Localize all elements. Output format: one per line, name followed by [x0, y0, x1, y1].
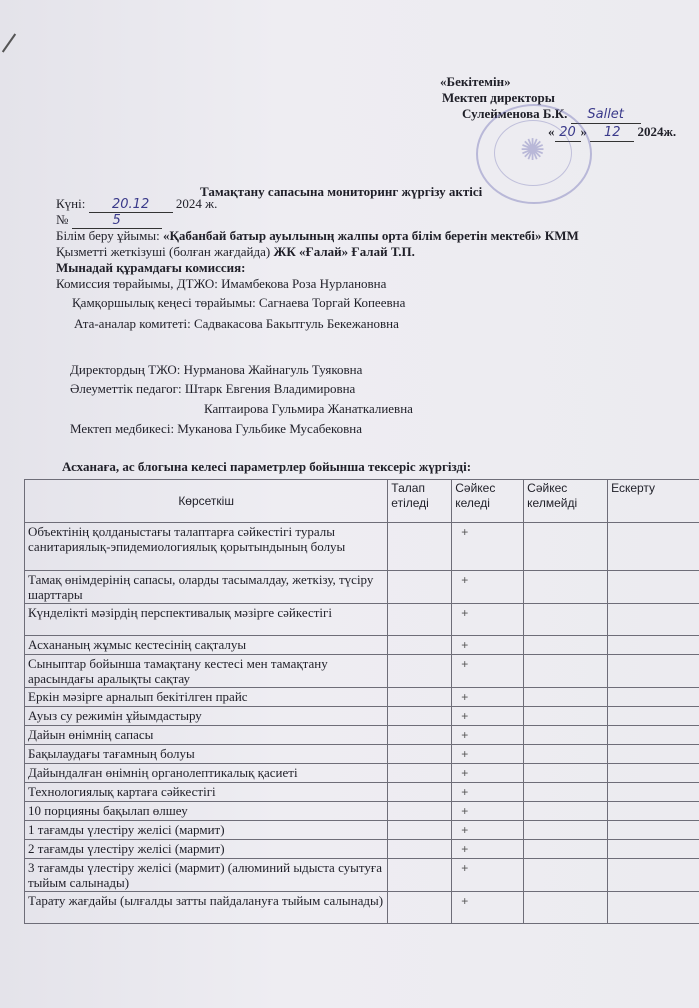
table-row	[25, 821, 699, 840]
plus-mark: +	[461, 709, 469, 723]
row-compliant-mark	[452, 745, 524, 764]
row-indicator: Асхананың жұмыс кестесінің сақталуы	[25, 636, 388, 655]
supplier-value: ЖК «Ғалай» Ғалай Т.П.	[273, 244, 415, 259]
row-compliant-mark	[452, 764, 524, 783]
plus-mark: +	[461, 823, 469, 837]
row-note	[608, 604, 699, 636]
plus-mark: +	[461, 638, 469, 652]
plus-mark: +	[461, 525, 469, 539]
row-noncompliant	[524, 745, 608, 764]
row-noncompliant	[524, 523, 608, 571]
approval-line-1: «Бекітемін»	[440, 74, 511, 89]
row-compliant-mark	[452, 859, 524, 892]
row-noncompliant	[524, 655, 608, 688]
row-compliant-mark	[452, 604, 524, 636]
table-row	[25, 764, 699, 783]
director-signature: Sallet	[571, 107, 641, 124]
row-note	[608, 859, 699, 892]
table-header-row	[25, 480, 699, 523]
approval-date-year: 2024ж.	[637, 124, 677, 139]
seal-emblem-icon: ✺	[520, 134, 546, 167]
row-indicator: Сыныптар бойынша тамақтану кестесі мен тамақтану арасындағы аралықты сақтау	[25, 655, 388, 688]
supplier-line	[56, 244, 415, 259]
row-note	[608, 821, 699, 840]
row-indicator: Дайын өнімнің сапасы	[25, 726, 388, 745]
row-noncompliant	[524, 688, 608, 707]
row-noncompliant	[524, 840, 608, 859]
plus-mark: +	[461, 785, 469, 799]
table-row	[25, 892, 699, 924]
date-line	[56, 196, 217, 213]
social-teacher-2: Каптаирова Гульмира Жанаткалиевна	[204, 401, 413, 416]
row-noncompliant	[524, 892, 608, 924]
row-indicator: 10 порцияны бақылап өлшеу	[25, 802, 388, 821]
row-note	[608, 840, 699, 859]
row-note	[608, 764, 699, 783]
row-indicator: Бақылаудағы тағамның болуы	[25, 745, 388, 764]
row-required	[388, 707, 452, 726]
table-row	[25, 688, 699, 707]
table-row	[25, 636, 699, 655]
row-required	[388, 764, 452, 783]
col-required: Талап етіледі	[388, 480, 452, 523]
number-value: 5	[72, 213, 162, 229]
row-required	[388, 745, 452, 764]
table-row	[25, 523, 699, 571]
row-required	[388, 892, 452, 924]
row-compliant-mark	[452, 821, 524, 840]
row-noncompliant	[524, 802, 608, 821]
seal-stamp	[476, 104, 592, 204]
pen-mark	[2, 33, 16, 52]
row-indicator: Тарату жағдайы (ылғалды затты пайдалануға тыйым салынады)	[25, 892, 388, 924]
approval-date-month: 12	[590, 125, 634, 142]
approval-line-2: Мектеп директоры	[442, 90, 555, 105]
row-indicator: Күнделікті мәзірдің перспективалық мәзірге сәйкестігі	[25, 604, 388, 636]
board-chair: Қамқоршылық кеңесі төрайымы: Сагнаева Торгай Копеевна	[72, 295, 406, 310]
table-row	[25, 783, 699, 802]
deputy-director: Директордың ТЖО: Нурманова Жайнагуль Туяковна	[70, 362, 363, 377]
number-label: №	[56, 212, 69, 227]
row-noncompliant	[524, 707, 608, 726]
row-note	[608, 707, 699, 726]
plus-mark: +	[461, 842, 469, 856]
row-noncompliant	[524, 783, 608, 802]
organization-line	[56, 228, 579, 243]
row-note	[608, 571, 699, 604]
row-required	[388, 688, 452, 707]
director-name: Сулейменова Б.К.	[462, 106, 568, 121]
table-row	[25, 840, 699, 859]
table-row	[25, 802, 699, 821]
row-note	[608, 726, 699, 745]
row-required	[388, 821, 452, 840]
commission-heading: Мынадай құрамдағы комиссия:	[56, 260, 246, 275]
row-note	[608, 783, 699, 802]
row-indicator: Тамақ өнімдерінің сапасы, оларды тасымалдау, жеткізу, түсіру шарттары	[25, 571, 388, 604]
row-required	[388, 802, 452, 821]
row-indicator: Еркін мәзірге арналып бекітілген прайс	[25, 688, 388, 707]
table-row	[25, 707, 699, 726]
row-note	[608, 802, 699, 821]
row-note	[608, 745, 699, 764]
row-indicator: 1 тағамды үлестіру желісі (мармит)	[25, 821, 388, 840]
plus-mark: +	[461, 766, 469, 780]
row-note	[608, 688, 699, 707]
row-compliant-mark	[452, 802, 524, 821]
row-required	[388, 726, 452, 745]
row-required	[388, 571, 452, 604]
row-required	[388, 604, 452, 636]
row-compliant-mark	[452, 636, 524, 655]
row-note	[608, 523, 699, 571]
row-noncompliant	[524, 571, 608, 604]
parent-committee: Ата-аналар комитеті: Садвакасова Бакытгуль Бекежановна	[74, 316, 399, 331]
row-note	[608, 892, 699, 924]
inspection-table	[24, 479, 699, 924]
supplier-label: Қызметті жеткізуші (болған жағдайда)	[56, 244, 271, 259]
date-value: 20.12	[89, 197, 173, 213]
check-heading: Асханаға, ас блогына келесі параметрлер бойынша тексеріс жүргізді:	[62, 459, 472, 474]
plus-mark: +	[461, 747, 469, 761]
col-compliant: Сәйкес келеді	[452, 480, 524, 523]
approval-date-day: 20	[555, 125, 581, 142]
row-noncompliant	[524, 604, 608, 636]
table-row	[25, 604, 699, 636]
social-teacher-1: Әлеуметтік педагог: Штарк Евгения Владимировна	[70, 381, 356, 396]
row-indicator: Технологиялық картаға сәйкестігі	[25, 783, 388, 802]
col-indicator: Көрсеткіш	[25, 480, 388, 523]
row-compliant-mark	[452, 783, 524, 802]
row-compliant-mark	[452, 688, 524, 707]
plus-mark: +	[461, 573, 469, 587]
row-note	[608, 655, 699, 688]
row-compliant-mark	[452, 523, 524, 571]
organization-label: Білім беру ұйымы:	[56, 228, 160, 243]
plus-mark: +	[461, 861, 469, 875]
row-noncompliant	[524, 764, 608, 783]
date-label: Күні:	[56, 196, 86, 211]
row-compliant-mark	[452, 571, 524, 604]
col-noncompliant: Сәйкес келмейді	[524, 480, 608, 523]
row-compliant-mark	[452, 726, 524, 745]
row-noncompliant	[524, 636, 608, 655]
row-noncompliant	[524, 726, 608, 745]
row-compliant-mark	[452, 892, 524, 924]
table-row	[25, 655, 699, 688]
row-noncompliant	[524, 821, 608, 840]
plus-mark: +	[461, 657, 469, 671]
plus-mark: +	[461, 804, 469, 818]
commission-chair: Комиссия төрайымы, ДТЖО: Имамбекова Роза Нурлановна	[56, 276, 387, 291]
approval-date: « 20 » 12 2024ж.	[548, 124, 677, 140]
row-required	[388, 523, 452, 571]
row-noncompliant	[524, 859, 608, 892]
row-compliant-mark	[452, 655, 524, 688]
plus-mark: +	[461, 606, 469, 620]
table-row	[25, 859, 699, 892]
row-required	[388, 840, 452, 859]
row-required	[388, 655, 452, 688]
table-row	[25, 726, 699, 745]
document-title: Тамақтану сапасына мониторинг жүргізу актісі	[200, 184, 483, 199]
row-required	[388, 859, 452, 892]
plus-mark: +	[461, 690, 469, 704]
school-nurse: Мектеп медбикесі: Муканова Гульбике Мусабековна	[70, 421, 362, 436]
plus-mark: +	[461, 728, 469, 742]
row-indicator: Объектінің қолданыстағы талаптарға сәйкестігі туралы санитариялық-эпидемиологиялық қорытындының болуы	[25, 523, 388, 571]
row-required	[388, 636, 452, 655]
row-compliant-mark	[452, 840, 524, 859]
table-row	[25, 571, 699, 604]
row-indicator: Дайындалған өнімнің органолептикалық қасиеті	[25, 764, 388, 783]
row-note	[608, 636, 699, 655]
row-indicator: 2 тағамды үлестіру желісі (мармит)	[25, 840, 388, 859]
row-compliant-mark	[452, 707, 524, 726]
organization-value: «Қабанбай батыр ауылының жалпы орта білім беретін мектебі» КММ	[162, 228, 579, 243]
row-required	[388, 783, 452, 802]
date-year: 2024 ж.	[175, 196, 218, 211]
number-line	[56, 212, 162, 229]
table-row	[25, 745, 699, 764]
col-note: Ескерту	[608, 480, 699, 523]
row-indicator: 3 тағамды үлестіру желісі (мармит) (алюминий ыдыста суытуға тыйым салынады)	[25, 859, 388, 892]
row-indicator: Ауыз су режимін ұйымдастыру	[25, 707, 388, 726]
plus-mark: +	[461, 894, 469, 908]
